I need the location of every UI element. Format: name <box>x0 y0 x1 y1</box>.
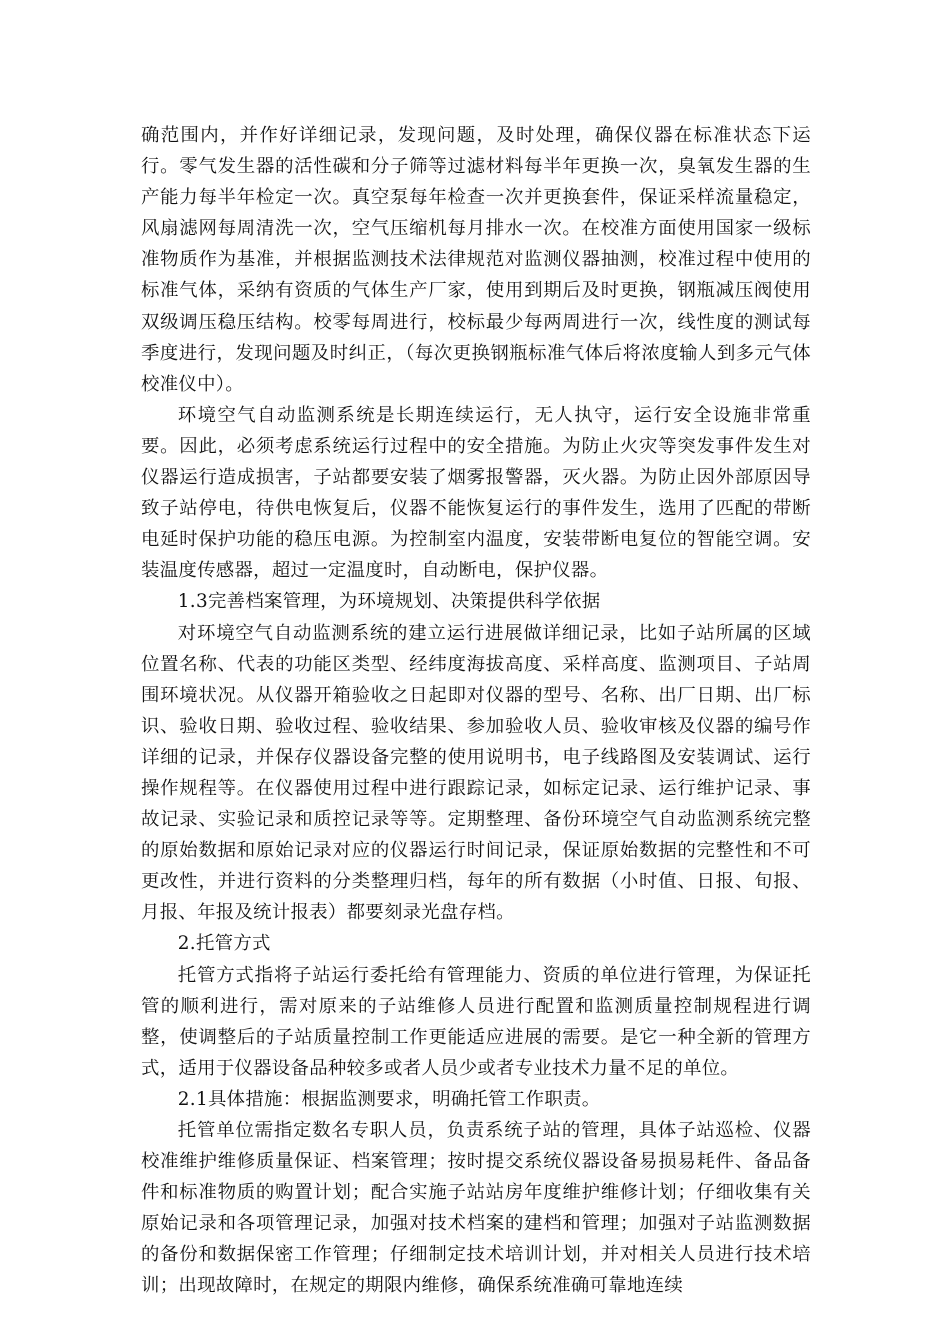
section-heading-1-3: 1.3完善档案管理，为环境规划、决策提供科学依据 <box>177 591 601 613</box>
paragraph-trusteeship-mode: 托管方式指将子站运行委托给有管理能力、资质的单位进行管理，为保证托管的顺利进行，需对原来的子站维修人员进行配置和监测质量控制规程进行调整，使调整后的子站质量控制工作更能适应进展的需要。是它一种全新的管理方式，适用于仪器设备品种较多或者人员少或者专业技术力量不足的单位。 <box>141 964 811 1079</box>
document-body <box>141 120 811 1302</box>
paragraph-trusteeship-duties: 托管单位需指定数名专职人员，负责系统子站的管理，具体子站巡检、仪器校准维护维修质量保证、档案管理；按时提交系统仪器设备易损易耗件、备品备件和标准物质的购置计划；配合实施子站站房年度维护维修计划；仔细收集有关原始记录和各项管理记录，加强对技术档案的建档和管理；加强对子站监测数据的备份和数据保密工作管理；仔细制定技术培训计划，并对相关人员进行技术培训；出现故障时，在规定的期限内维修，确保系统准确可靠地连续 <box>141 1120 811 1297</box>
section-heading-2: 2.托管方式 <box>177 933 271 955</box>
paragraph-safety-measures: 环境空气自动监测系统是长期连续运行，无人执守，运行安全设施非常重要。因此，必须考虑系统运行过程中的安全措施。为防止火灾等突发事件发生对仪器运行造成损害，子站都要安装了烟雾报警器，灭火器。为防止因外部原因导致子站停电，待供电恢复后，仪器不能恢复运行的事件发生，选用了匹配的带断电延时保护功能的稳压电源。为控制室内温度，安装带断电复位的智能空调。安装温度传感器，超过一定温度时，自动断电，保护仪器。 <box>141 404 811 582</box>
paragraph-archive-records: 对环境空气自动监测系统的建立运行进展做详细记录，比如子站所属的区域位置名称、代表的功能区类型、经纬度海拔高度、采样高度、监测项目、子站周围环境状况。从仪器开箱验收之日起即对仪器的型号、名称、出厂日期、出厂标识、验收日期、验收过程、验收结果、参加验收人员、验收审核及仪器的编号作详细的记录，并保存仪器设备完整的使用说明书，电子线路图及安装调试、运行操作规程等。在仪器使用过程中进行跟踪记录，如标定记录、运行维护记录、事故记录、实验记录和质控记录等等。定期整理、备份环境空气自动监测系统完整的原始数据和原始记录对应的仪器运行时间记录，保证原始数据的完整性和不可更改性，并进行资料的分类整理归档，每年的所有数据（小时值、日报、旬报、月报、年报及统计报表）都要刻录光盘存档。 <box>141 622 811 924</box>
section-heading-2-1: 2.1具体措施：根据监测要求，明确托管工作职责。 <box>177 1088 601 1110</box>
paragraph-continued-maintenance: 确范围内，并作好详细记录，发现问题，及时处理，确保仪器在标准状态下运行。零气发生器的活性碳和分子筛等过滤材料每半年更换一次，臭氧发生器的生产能力每半年检定一次。真空泵每年检查一次并更换套件，保证采样流量稳定，风扇滤网每周清洗一次，空气压缩机每月排水一次。在校准方面使用国家一级标准物质作为基准，并根据监测技术法律规范对监测仪器抽测，校准过程中使用的标准气体，采纳有资质的气体生产厂家，使用到期后及时更换，钢瓶减压阀使用双级调压稳压结构。校零每周进行，校标最少每两周进行一次，线性度的测试每季度进行，发现问题及时纠正，（每次更换钢瓶标准气体后将浓度输人到多元气体校准仪中）。 <box>141 125 811 395</box>
